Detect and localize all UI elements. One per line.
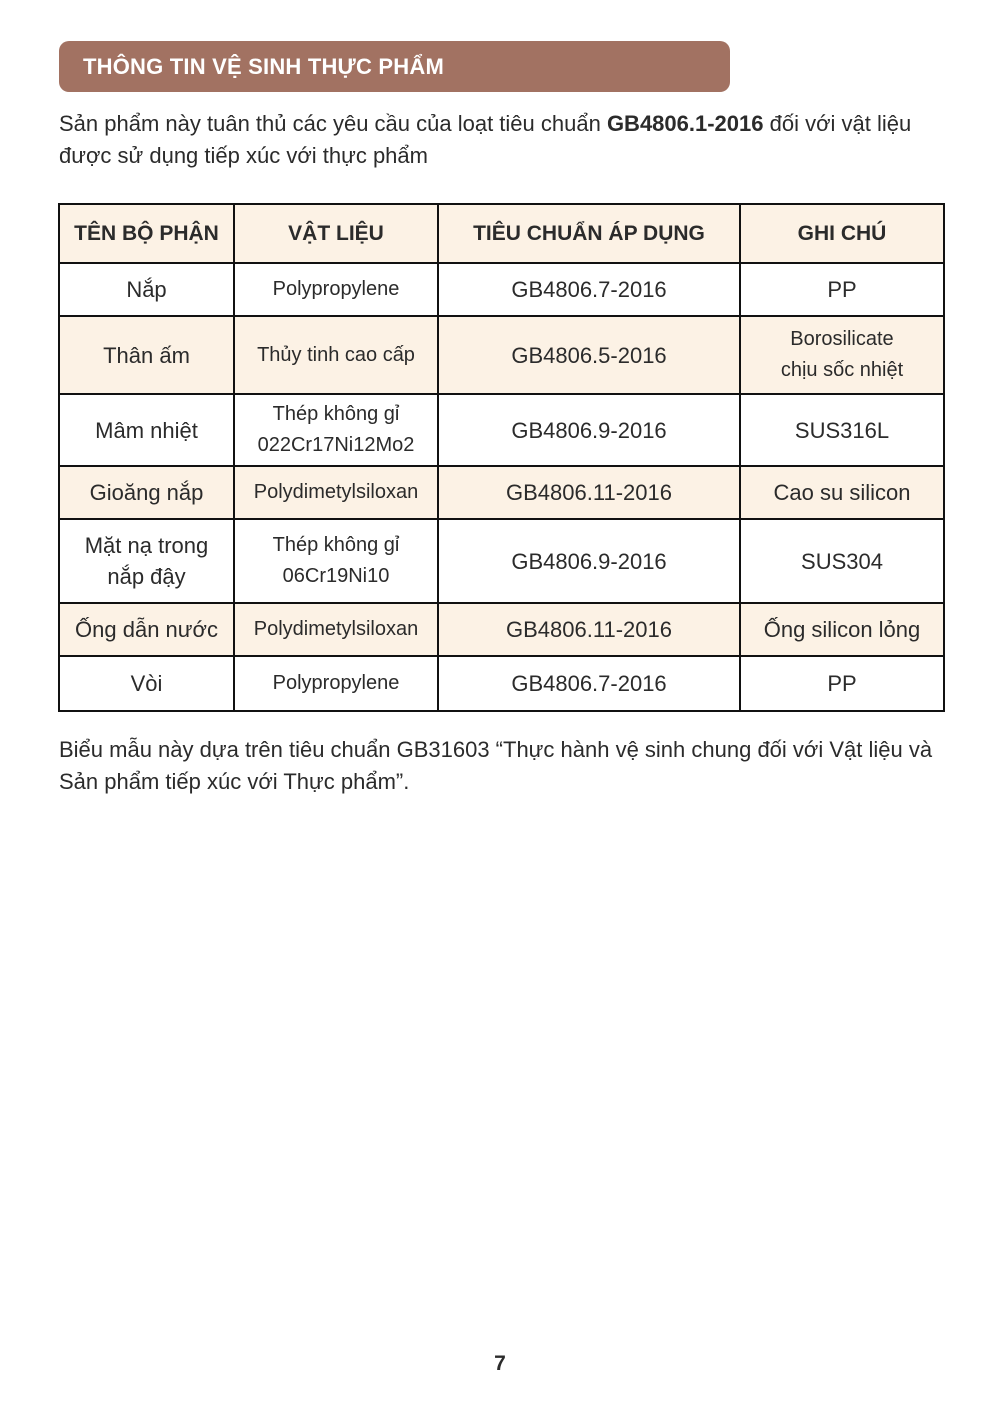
intro-text-end: đối với vật liệu được sử dụng tiếp xúc với thực phẩm (59, 111, 912, 168)
cell-material: Thép không gỉ 022Cr17Ni12Mo2 (234, 394, 438, 466)
cell-material: Thủy tinh cao cấp (234, 316, 438, 394)
header-part: TÊN BỘ PHẬN (59, 204, 234, 263)
cell-note: SUS316L (740, 394, 944, 466)
table-row (59, 394, 944, 466)
cell-note: PP (740, 263, 944, 316)
cell-note: Borosilicate chịu sốc nhiệt (740, 316, 944, 394)
cell-standard: GB4806.11-2016 (438, 603, 740, 656)
header-standard: TIÊU CHUẨN ÁP DỤNG (438, 204, 740, 263)
cell-material: Polypropylene (234, 263, 438, 316)
cell-part: Vòi (59, 656, 234, 711)
table-row (59, 466, 944, 519)
cell-standard: GB4806.7-2016 (438, 656, 740, 711)
table-row (59, 316, 944, 394)
cell-material: Thép không gỉ 06Cr19Ni10 (234, 519, 438, 603)
cell-note: PP (740, 656, 944, 711)
page-number: 7 (494, 1352, 506, 1375)
table-row (59, 656, 944, 711)
cell-note: Cao su silicon (740, 466, 944, 519)
cell-part: Thân ấm (59, 316, 234, 394)
cell-note: SUS304 (740, 519, 944, 603)
section-title-banner (59, 41, 730, 92)
table-row (59, 519, 944, 603)
intro-text-start: Sản phẩm này tuân thủ các yêu cầu của loạt tiêu chuẩn (59, 111, 607, 136)
cell-part: Mâm nhiệt (59, 394, 234, 466)
cell-part: Gioăng nắp (59, 466, 234, 519)
table-header-row (59, 204, 944, 263)
table-row (59, 603, 944, 656)
cell-material: Polydimetylsiloxan (234, 603, 438, 656)
footer-note: Biểu mẫu này dựa trên tiêu chuẩn GB31603 “Thực hành vệ sinh chung đối với Vật liệu và Sản phẩm tiếp xúc với Thực phẩm”. (59, 737, 933, 794)
section-title: THÔNG TIN VỆ SINH THỰC PHẨM (83, 53, 444, 79)
header-material: VẬT LIỆU (234, 204, 438, 263)
cell-standard: GB4806.7-2016 (438, 263, 740, 316)
cell-standard: GB4806.5-2016 (438, 316, 740, 394)
cell-part: Mặt nạ trong nắp đậy (59, 519, 234, 603)
intro-standard-code: GB4806.1-2016 (606, 111, 764, 136)
header-note: GHI CHÚ (740, 204, 944, 263)
cell-material: Polydimetylsiloxan (234, 466, 438, 519)
cell-standard: GB4806.11-2016 (438, 466, 740, 519)
cell-note: Ống silicon lỏng (740, 603, 944, 656)
cell-part: Ống dẫn nước (59, 603, 234, 656)
cell-standard: GB4806.9-2016 (438, 519, 740, 603)
cell-material: Polypropylene (234, 656, 438, 711)
hygiene-table (58, 203, 945, 712)
intro-paragraph (59, 108, 949, 172)
cell-standard: GB4806.9-2016 (438, 394, 740, 466)
table-row (59, 263, 944, 316)
cell-part: Nắp (59, 263, 234, 316)
